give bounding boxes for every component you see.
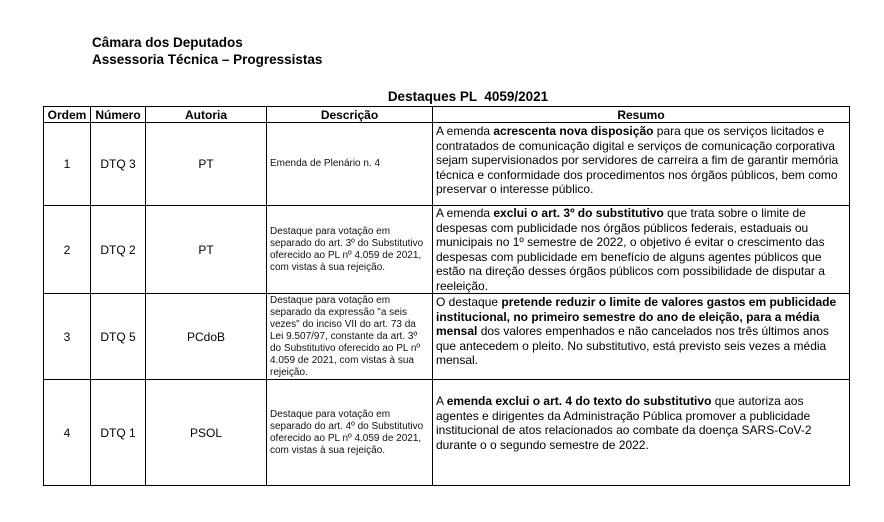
document-title: Destaques PL 4059/2021 <box>387 89 549 104</box>
cell-numero: DTQ 3 <box>91 123 146 206</box>
resumo-text: que trata sobre o limite de despesas com publicidade nos órgãos públicos federais, estaduais ou municipais no 1º semestre de 2022, o objetivo é evitar o crescimento das despesas com publicidade em benefício de alguns agentes públicos que estão na direção desses órgãos públicos com possibilidade de disputar a reeleição. <box>436 206 825 293</box>
cell-autoria: PCdoB <box>146 294 267 380</box>
cell-descricao: Destaque para votação em separado da expressão "a seis vezes" do inciso VII do art. 73 da Lei 9.507/97, constante da art. 3º do Substitutivo oferecido ao PL nº 4.059 de 2021, com vistas à sua rejeição. <box>267 294 433 380</box>
cell-resumo <box>433 380 850 486</box>
column-header-numero: Número <box>91 107 146 123</box>
cell-descricao: Emenda de Plenário n. 4 <box>267 123 433 206</box>
resumo-emphasis: emenda exclui o art. 4 do texto do substitutivo <box>446 394 712 408</box>
cell-resumo <box>433 206 850 294</box>
cell-ordem: 2 <box>44 206 91 294</box>
resumo-text: A <box>436 394 447 408</box>
cell-ordem: 1 <box>44 123 91 206</box>
cell-numero: DTQ 2 <box>91 206 146 294</box>
column-header-descricao: Descrição <box>267 107 433 123</box>
resumo-text: para que os serviços licitados e contratados de comunicação digital e serviços de comunicação corporativa sejam supervisionados por servidores de carreira a fim de garantir memória técnica e conformidade dos procedimentos nos órgãos públicos, bem como preservar o interesse público. <box>436 124 839 196</box>
resumo-text: A emenda <box>436 124 494 138</box>
cell-descricao: Destaque para votação em separado do art. 4º do Substitutivo oferecido ao PL nº 4.059 de 2021, com vistas à sua rejeição. <box>267 380 433 486</box>
resumo-text: dos valores empenhados e não cancelados nos três últimos anos que antecedem o pleito. No substitutivo, está previsto seis vezes a média mensal. <box>436 324 829 367</box>
document-header <box>92 34 322 68</box>
highlights-table <box>43 106 850 486</box>
cell-autoria: PT <box>146 123 267 206</box>
table-row <box>44 380 850 486</box>
cell-resumo <box>433 123 850 206</box>
resumo-text: A emenda <box>436 206 494 220</box>
table-header-row <box>44 107 850 123</box>
resumo-emphasis: acrescenta nova disposição <box>493 124 654 138</box>
resumo-text: que autoriza aos agentes e dirigentes da Administração Pública promover a publicidade institucional de atos relacionados ao combate da doença SARS-CoV-2 durante o o segundo semestre de 2022. <box>436 394 812 452</box>
header-institution: Câmara dos Deputados <box>92 35 243 50</box>
cell-autoria: PT <box>146 206 267 294</box>
cell-numero: DTQ 5 <box>91 294 146 380</box>
table-row <box>44 294 850 380</box>
table-row <box>44 206 850 294</box>
resumo-emphasis: pretende reduzir o limite de valores gastos em publicidade institucional, no primeiro semestre do ano de eleição, para a média mensal <box>436 295 837 338</box>
column-header-autoria: Autoria <box>146 107 267 123</box>
cell-numero: DTQ 1 <box>91 380 146 486</box>
table-row <box>44 123 850 206</box>
column-header-resumo: Resumo <box>433 107 850 123</box>
resumo-text: O destaque <box>436 295 502 309</box>
cell-ordem: 3 <box>44 294 91 380</box>
cell-ordem: 4 <box>44 380 91 486</box>
resumo-emphasis: exclui o art. 3º do substitutivo <box>493 206 664 220</box>
column-header-ordem: Ordem <box>44 107 91 123</box>
cell-autoria: PSOL <box>146 380 267 486</box>
header-department: Assessoria Técnica – Progressistas <box>92 52 323 67</box>
cell-descricao: Destaque para votação em separado do art. 3º do Substitutivo oferecido ao PL nº 4.059 de 2021, com vistas à sua rejeição. <box>267 206 433 294</box>
cell-resumo <box>433 294 850 380</box>
